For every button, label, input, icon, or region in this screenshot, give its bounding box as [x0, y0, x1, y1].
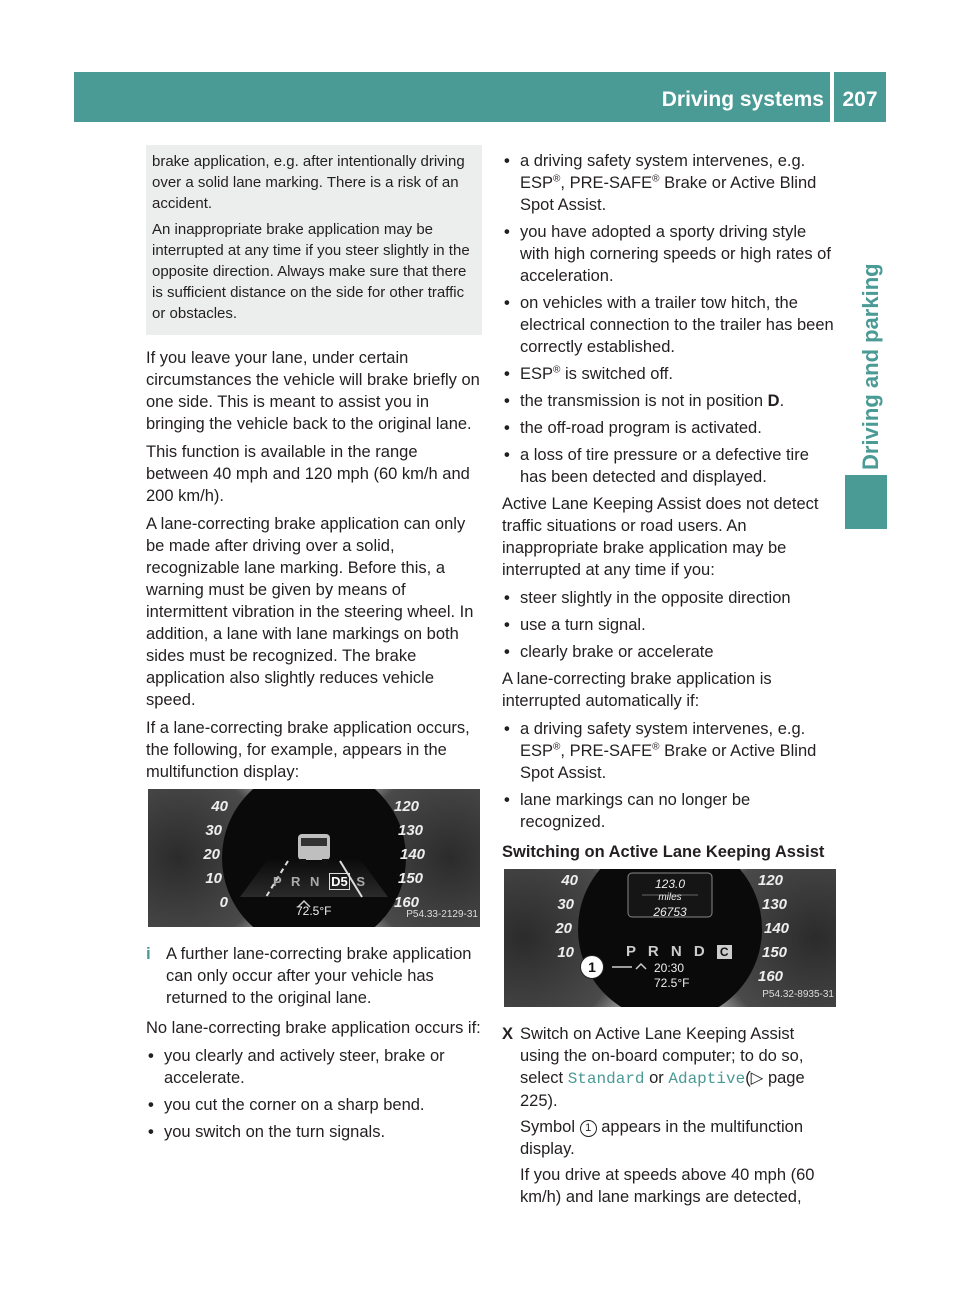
body-paragraph: A lane-correcting brake application can only be made after driving over a solid, recognizable lane marking. Before this, a warning must be given by means of intermittent vibration in the steering wheel. In addition, a lane with lane markings on both sides must be recognized. The brake application also slightly reduces vehicle speed. — [146, 515, 474, 709]
dial-tick-label: 130 — [762, 896, 788, 913]
info-icon: i — [146, 944, 151, 963]
dial-tick-label: 150 — [398, 870, 424, 887]
speedometer-left-scale — [508, 869, 590, 965]
clock: 20:30 — [654, 961, 685, 975]
warning-paragraph: An inappropriate brake application may be interrupted at any time if you steer slightly in the opposite direction. Always make sure that there is sufficient distance on the side for other traffic or obstacles. — [152, 221, 470, 322]
list-item-text: the transmission is not in position — [520, 392, 764, 410]
dial-tick-label: 0 — [219, 894, 228, 911]
instruction-step — [502, 1023, 836, 1112]
dial-tick-label: 140 — [400, 846, 426, 863]
list-item: • lane markings can no longer be recognized. — [502, 789, 836, 833]
dial-tick-label: 150 — [762, 944, 788, 961]
esp-term: ESP — [520, 742, 554, 760]
warning-paragraph: brake application, e.g. after intentionally driving over a solid lane marking. There is a risk of an accident. — [152, 153, 465, 212]
list-item-text: Brake or Active Blind Spot Assist. — [520, 174, 817, 214]
presafe-term: PRE-SAFE — [569, 174, 653, 192]
list-item: • a loss of tire pressure or a defective tire has been detected and displayed. — [502, 444, 836, 488]
dial-tick-label: 20 — [555, 920, 572, 937]
option-standard: Standard — [567, 1070, 645, 1088]
list-item: • you clearly and actively steer, brake or accelerate. — [146, 1045, 482, 1089]
list-item: • the off-road program is activated. — [502, 417, 836, 439]
figure-id: P54.33-2129-31 — [406, 909, 478, 920]
list-item: • a driving safety system intervenes, e.g. ESP®, PRE-SAFE® Brake or Active Blind Spot Assist. — [502, 718, 836, 784]
right-column — [502, 150, 836, 1212]
odometer-display — [628, 877, 712, 919]
chapter-side-label: Driving and parking — [858, 263, 883, 470]
dial-tick-label: 30 — [205, 822, 222, 839]
speedometer-left-scale — [152, 795, 242, 925]
gear-position-d: D — [767, 392, 780, 410]
gear-indicator — [273, 871, 368, 893]
dial-tick-label: 30 — [557, 896, 574, 913]
body-paragraph: If a lane-correcting brake application occurs, the following, for example, appears in the multifunction display: — [146, 719, 470, 781]
option-adaptive: Adaptive — [668, 1070, 746, 1088]
list-item — [502, 363, 836, 385]
gear-indicator — [626, 941, 732, 963]
chapter-tab-marker — [845, 475, 887, 529]
section-title: Driving systems — [661, 88, 824, 111]
warning-box — [146, 145, 482, 335]
comfort-mode: C — [717, 945, 732, 959]
dial-tick-label: 10 — [557, 944, 574, 961]
instruction-text: If you drive at speeds above 40 mph (60 km/h) and lane markings are detected, — [520, 1166, 815, 1206]
list-item-text: Brake or Active Blind Spot Assist. — [520, 742, 817, 782]
speedometer-right-scale — [388, 795, 468, 915]
dial-tick-label: 40 — [561, 872, 578, 889]
dial-tick-label: 10 — [205, 870, 222, 887]
body-paragraph: A lane-correcting brake application is interrupted automatically if: — [502, 670, 772, 710]
dial-tick-label: 20 — [203, 846, 220, 863]
step-text: Symbol — [520, 1118, 576, 1136]
list-item: • on vehicles with a trailer tow hitch, the electrical connection to the trailer has been correctly established. — [502, 292, 836, 358]
gear-sport: S — [356, 874, 368, 889]
registered-mark: ® — [652, 173, 660, 185]
esp-term: ESP — [520, 174, 554, 192]
registered-mark: ® — [553, 741, 561, 753]
step-text: Switch on Active Lane Keeping Assist using the on-board computer; to do so, select — [520, 1025, 804, 1087]
registered-mark: ® — [553, 173, 561, 185]
list-item-text: a driving safety system intervenes, e.g. — [520, 152, 806, 170]
list-item: • you have adopted a sporty driving style with high cornering speeds or high rates of acceleration. — [502, 221, 836, 287]
figure-id: P54.32-8935-31 — [762, 989, 834, 1000]
body-paragraph: If you leave your lane, under certain circumstances the vehicle will brake briefly on one side. This is meant to assist you in bringing the vehicle back to the original lane. — [146, 349, 480, 433]
info-note — [146, 943, 482, 1009]
cluster-display-figure — [504, 869, 836, 1007]
dial-tick-label: 130 — [398, 822, 424, 839]
step-text: or — [649, 1069, 664, 1087]
multifunction-display-figure — [148, 789, 480, 927]
list-item-text: is switched off. — [565, 365, 673, 383]
dial-tick-label: 40 — [211, 798, 228, 815]
step-text: appears in the multifunction display. — [520, 1118, 804, 1158]
list-item: • the transmission is not in position D. — [502, 390, 836, 412]
dial-tick-label: 120 — [758, 872, 784, 889]
list-item: • you switch on the turn signals. — [146, 1121, 482, 1143]
page-reference: (▷ page 225). — [520, 1069, 805, 1110]
body-paragraph: This function is available in the range between 40 mph and 120 mph (60 km/h and 200 km/h). — [146, 443, 470, 505]
total-odometer: 26753 — [653, 905, 687, 919]
dial-tick-label: 120 — [394, 798, 420, 815]
section-heading: Switching on Active Lane Keeping Assist — [502, 843, 825, 861]
body-paragraph: No lane-correcting brake application occurs if: — [146, 1019, 481, 1037]
dial-tick-label: 140 — [764, 920, 790, 937]
trip-meter: 123.0 — [654, 877, 686, 891]
odometer-unit: miles — [658, 892, 682, 903]
page-number: 207 — [842, 88, 878, 111]
info-text: A further lane-correcting brake application can only occur after your vehicle has returned to the original lane. — [166, 945, 472, 1007]
list-item: • you cut the corner on a sharp bend. — [146, 1094, 482, 1116]
callout-marker: 1 — [580, 955, 604, 979]
presafe-term: PRE-SAFE — [569, 742, 653, 760]
dial-tick-label: 160 — [758, 968, 784, 985]
outside-temperature: 72.5°F — [654, 976, 690, 990]
registered-mark: ® — [652, 741, 660, 753]
list-item: • steer slightly in the opposite direction — [502, 587, 836, 609]
clock-temp — [654, 961, 689, 991]
list-item: • use a turn signal. — [502, 614, 836, 636]
left-column — [146, 150, 482, 1148]
instruction-text — [502, 1116, 836, 1160]
dial-tick-label: 160 — [394, 894, 420, 911]
step-marker: X — [502, 1025, 514, 1043]
gear-positions: P R N D — [626, 943, 709, 960]
callout-icon: 1 — [580, 1120, 597, 1137]
outside-temperature: 72.5°F — [296, 904, 332, 918]
list-item: • clearly brake or accelerate — [502, 641, 836, 663]
gear-selected: D5 — [331, 874, 348, 889]
list-item: • a driving safety system intervenes, e.g. ESP®, PRE-SAFE® Brake or Active Blind Spot Assist. — [502, 150, 836, 216]
registered-mark: ® — [553, 364, 561, 376]
body-paragraph: Active Lane Keeping Assist does not detect traffic situations or road users. An inappropriate brake application may be interrupted at any time if you: — [502, 495, 819, 579]
gear-positions: P R N — [273, 874, 323, 889]
speedometer-right-scale — [754, 869, 834, 989]
list-item-text: a driving safety system intervenes, e.g. — [520, 720, 806, 738]
esp-term: ESP — [520, 365, 554, 383]
